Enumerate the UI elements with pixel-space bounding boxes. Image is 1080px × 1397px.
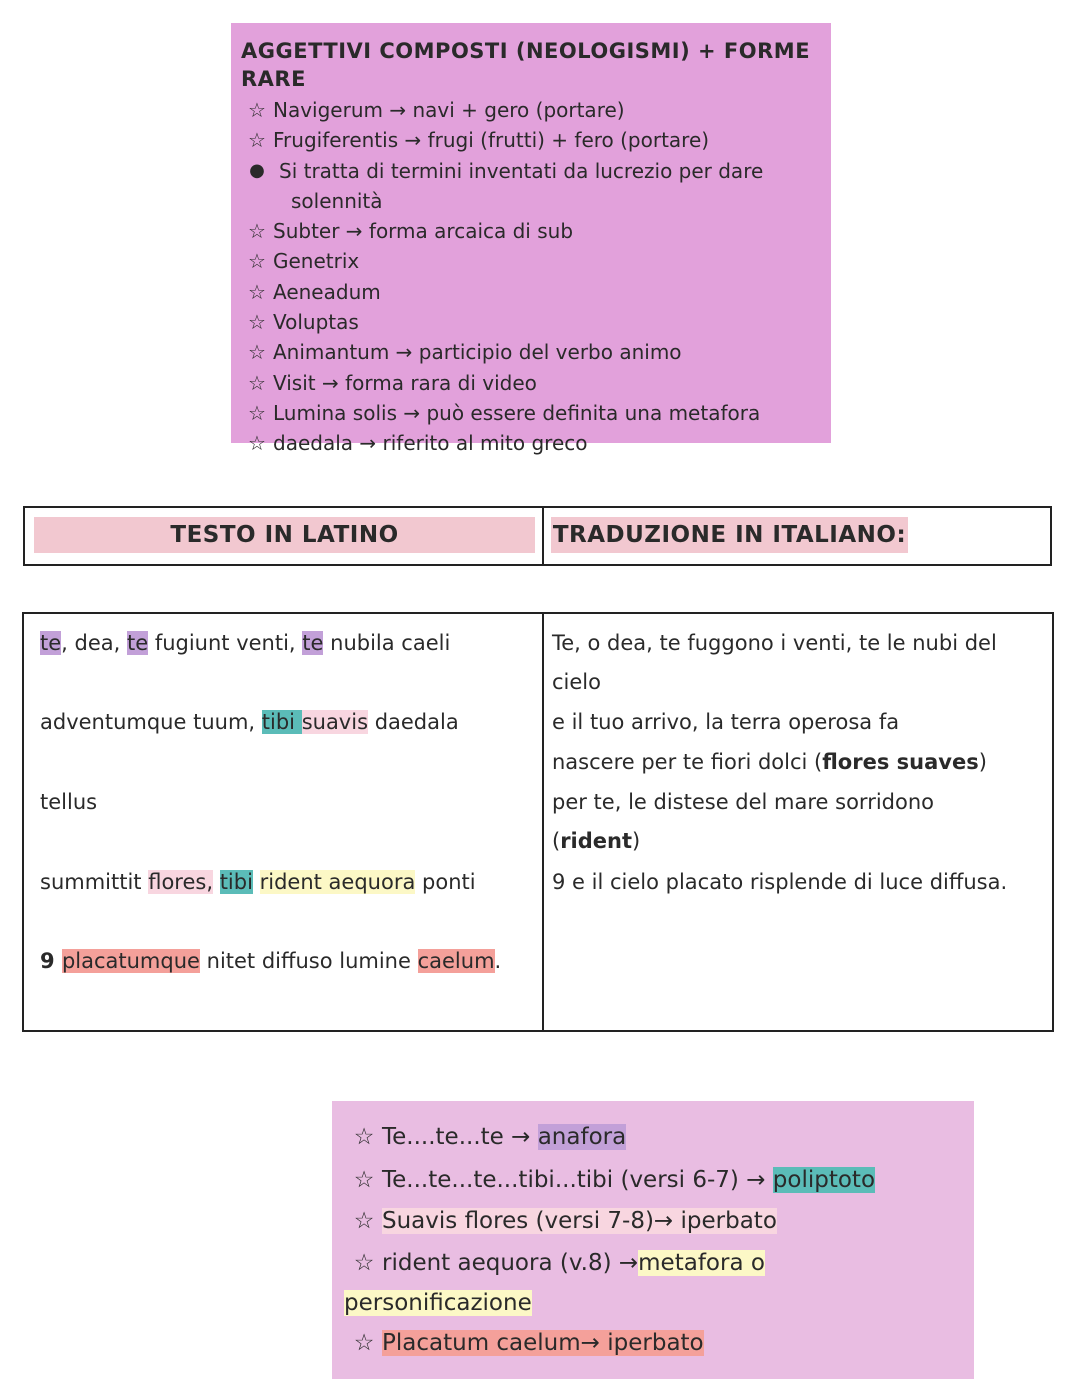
figure-row: ☆ Placatum caelum→ iperbato [346,1325,704,1361]
star-icon: ☆ [248,98,266,122]
star-icon: ☆ [248,128,266,153]
neologisms-note-box [231,23,831,456]
star-icon: ☆ [353,1124,375,1150]
italian-translation-column [544,614,1052,1030]
note-item: ☆ Animantum → participio del verbo animo [241,337,821,367]
note-item: ☆ daedala → riferito al mito greco [241,428,821,458]
star-icon: ☆ [248,249,266,274]
note-list [241,95,821,459]
note-title: AGGETTIVI COMPOSTI (NEOLOGISMI) + FORME RARE [241,39,811,91]
text-translation-table [22,612,1054,1032]
note-item: ☆ Lumina solis → può essere definita una metafora [241,398,821,428]
italian-line: cielo [552,670,601,694]
star-icon: ☆ [353,1208,375,1234]
header-cell-italian [544,508,1050,564]
italian-line: per te, le distese del mare sorridono [552,790,934,814]
note-item: ☆ Genetrix [241,246,821,276]
star-icon: ☆ [248,400,266,425]
latin-text-column [24,614,544,1030]
star-icon: ☆ [353,1250,375,1276]
latin-line: summittit flores, tibi rident aequora ponti [40,870,476,894]
note-item: ☆ Voluptas [241,307,821,337]
italian-line: e il tuo arrivo, la terra operosa fa [552,710,900,734]
bullet-icon: ● [249,159,265,181]
note-item: ● Si tratta di termini inventati da lucrezio per dare [241,156,821,186]
latin-line: tellus [40,790,98,814]
italian-line: 9 e il cielo placato risplende di luce diffusa. [552,870,1008,894]
star-icon: ☆ [248,431,266,456]
star-icon: ☆ [353,1330,375,1356]
note-item: ☆ Frugiferentis → frugi (frutti) + fero (portare) [241,125,821,155]
italian-line: nascere per te fiori dolci (flores suaves) [552,750,987,774]
column-header-table [23,506,1052,566]
latin-line: adventumque tuum, tibi suavis daedala [40,710,459,734]
latin-line: 9 placatumque nitet diffuso lumine caelum. [40,949,502,973]
figure-row: ☆ Suavis flores (versi 7-8)→ iperbato [346,1203,777,1239]
note-item: ☆ Navigerum → navi + gero (portare) [241,95,821,125]
star-icon: ☆ [248,370,266,395]
italian-line: Te, o dea, te fuggono i venti, te le nubi del [552,631,997,655]
star-icon: ☆ [248,310,266,335]
star-icon: ☆ [248,279,266,304]
note-item: ☆ Aeneadum [241,277,821,307]
note-item-continuation: solennità [291,188,383,213]
latin-line: te, dea, te fugiunt venti, te nubila caeli [40,631,451,655]
header-italian-text: TRADUZIONE IN ITALIANO: [551,517,908,553]
star-icon: ☆ [248,340,266,365]
figure-row: ☆ Te...te...te...tibi...tibi (versi 6-7) → poliptoto [346,1162,875,1198]
italian-line: (rident) [552,829,641,853]
rhetorical-figures-box [332,1101,974,1379]
header-latin-text: TESTO IN LATINO [34,517,535,553]
star-icon: ☆ [353,1167,375,1193]
note-item: ☆ Visit → forma rara di video [241,368,821,398]
note-item: ☆ Subter → forma arcaica di sub [241,216,821,246]
star-icon: ☆ [248,219,266,244]
figure-row: ☆ Te....te...te → anafora [346,1119,626,1155]
figure-row: ☆ rident aequora (v.8) →metafora o [346,1245,765,1281]
figure-row-continuation: personificazione [344,1290,532,1316]
header-cell-latin [25,508,544,564]
